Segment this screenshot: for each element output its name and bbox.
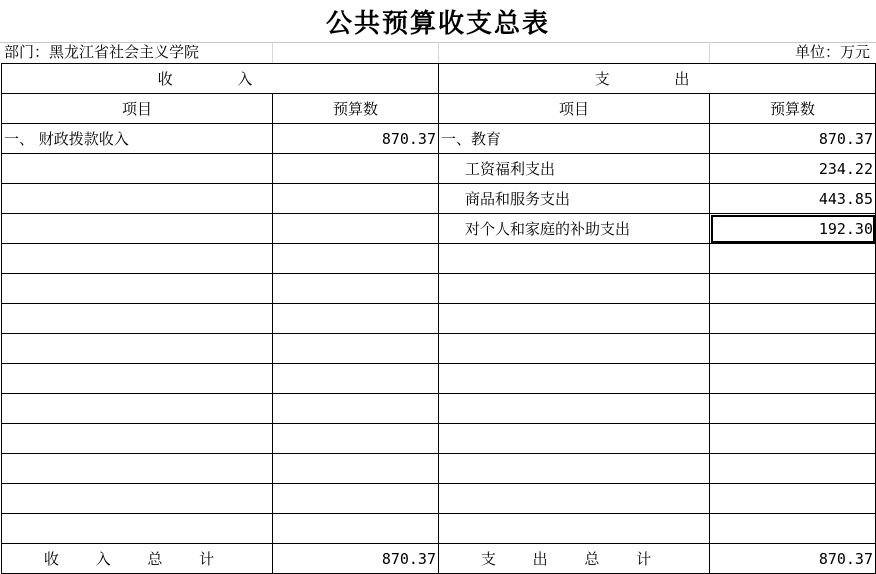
empty-cell[interactable] xyxy=(2,424,273,454)
income-amount-cell[interactable]: 870.37 xyxy=(273,124,439,154)
empty-cell[interactable] xyxy=(710,274,876,304)
table-row xyxy=(2,514,876,544)
meta-gridline xyxy=(438,42,439,63)
empty-cell[interactable] xyxy=(273,154,439,184)
table-row xyxy=(2,274,876,304)
selected-cell[interactable]: 192.30 xyxy=(710,214,876,244)
empty-cell[interactable] xyxy=(439,364,710,394)
empty-cell[interactable] xyxy=(2,244,273,274)
empty-cell[interactable] xyxy=(273,364,439,394)
empty-cell[interactable] xyxy=(273,244,439,274)
expense-amount-cell[interactable]: 234.22 xyxy=(710,154,876,184)
income-header[interactable]: 收 入 xyxy=(2,64,439,94)
table-row xyxy=(2,484,876,514)
empty-cell[interactable] xyxy=(710,394,876,424)
income-total-label[interactable]: 收 入 总 计 xyxy=(2,544,273,574)
budget-table xyxy=(1,63,876,574)
section-header-row xyxy=(2,64,876,94)
empty-cell[interactable] xyxy=(2,274,273,304)
empty-cell[interactable] xyxy=(2,514,273,544)
empty-cell[interactable] xyxy=(2,364,273,394)
expense-total-amount[interactable]: 870.37 xyxy=(710,544,876,574)
empty-cell[interactable] xyxy=(273,274,439,304)
expense-item-cell[interactable]: 对个人和家庭的补助支出 xyxy=(439,214,710,244)
table-row xyxy=(2,244,876,274)
empty-cell[interactable] xyxy=(2,484,273,514)
income-total-amount[interactable]: 870.37 xyxy=(273,544,439,574)
empty-cell[interactable] xyxy=(2,454,273,484)
table-row xyxy=(2,154,876,184)
table-row xyxy=(2,364,876,394)
empty-cell[interactable] xyxy=(273,424,439,454)
table-row xyxy=(2,304,876,334)
empty-cell[interactable] xyxy=(710,484,876,514)
department-label: 部门：黑龙江省社会主义学院 xyxy=(4,43,200,61)
expense-item-cell[interactable]: 商品和服务支出 xyxy=(439,184,710,214)
empty-cell[interactable] xyxy=(2,154,273,184)
empty-cell[interactable] xyxy=(710,244,876,274)
empty-cell[interactable] xyxy=(273,334,439,364)
empty-cell[interactable] xyxy=(439,274,710,304)
empty-cell[interactable] xyxy=(710,514,876,544)
empty-cell[interactable] xyxy=(439,514,710,544)
empty-cell[interactable] xyxy=(273,304,439,334)
empty-cell[interactable] xyxy=(2,214,273,244)
empty-cell[interactable] xyxy=(710,304,876,334)
table-row xyxy=(2,454,876,484)
empty-cell[interactable] xyxy=(273,214,439,244)
expense-amount-cell[interactable]: 870.37 xyxy=(710,124,876,154)
empty-cell[interactable] xyxy=(710,364,876,394)
table-row xyxy=(2,184,876,214)
table-row xyxy=(2,214,876,244)
empty-cell[interactable] xyxy=(273,394,439,424)
empty-cell[interactable] xyxy=(439,424,710,454)
expense-item-header[interactable]: 项目 xyxy=(439,94,710,124)
page-title: 公共预算收支总表 xyxy=(325,8,550,39)
totals-row xyxy=(2,544,876,574)
empty-cell[interactable] xyxy=(710,424,876,454)
empty-cell[interactable] xyxy=(439,334,710,364)
empty-cell[interactable] xyxy=(710,454,876,484)
table-row xyxy=(2,424,876,454)
table-row xyxy=(2,124,876,154)
expense-budget-header[interactable]: 预算数 xyxy=(710,94,876,124)
empty-cell[interactable] xyxy=(273,184,439,214)
empty-cell[interactable] xyxy=(2,184,273,214)
income-item-cell[interactable]: 一、 财政拨款收入 xyxy=(2,124,273,154)
empty-cell[interactable] xyxy=(439,454,710,484)
empty-cell[interactable] xyxy=(439,484,710,514)
empty-cell[interactable] xyxy=(439,394,710,424)
empty-cell[interactable] xyxy=(2,304,273,334)
empty-cell[interactable] xyxy=(273,484,439,514)
income-budget-header[interactable]: 预算数 xyxy=(273,94,439,124)
empty-cell[interactable] xyxy=(439,304,710,334)
expense-total-label[interactable]: 支 出 总 计 xyxy=(439,544,710,574)
meta-gridline xyxy=(709,42,710,63)
meta-gridline xyxy=(272,42,273,63)
column-header-row xyxy=(2,94,876,124)
empty-cell[interactable] xyxy=(439,244,710,274)
expense-item-cell[interactable]: 一、教育 xyxy=(439,124,710,154)
expense-header[interactable]: 支 出 xyxy=(439,64,876,94)
unit-label: 单位：万元 xyxy=(794,43,870,61)
empty-cell[interactable] xyxy=(710,334,876,364)
empty-cell[interactable] xyxy=(273,514,439,544)
empty-cell[interactable] xyxy=(273,454,439,484)
table-row xyxy=(2,334,876,364)
empty-cell[interactable] xyxy=(2,334,273,364)
expense-item-cell[interactable]: 工资福利支出 xyxy=(439,154,710,184)
empty-cell[interactable] xyxy=(2,394,273,424)
expense-amount-cell[interactable]: 443.85 xyxy=(710,184,876,214)
income-item-header[interactable]: 项目 xyxy=(2,94,273,124)
table-row xyxy=(2,394,876,424)
